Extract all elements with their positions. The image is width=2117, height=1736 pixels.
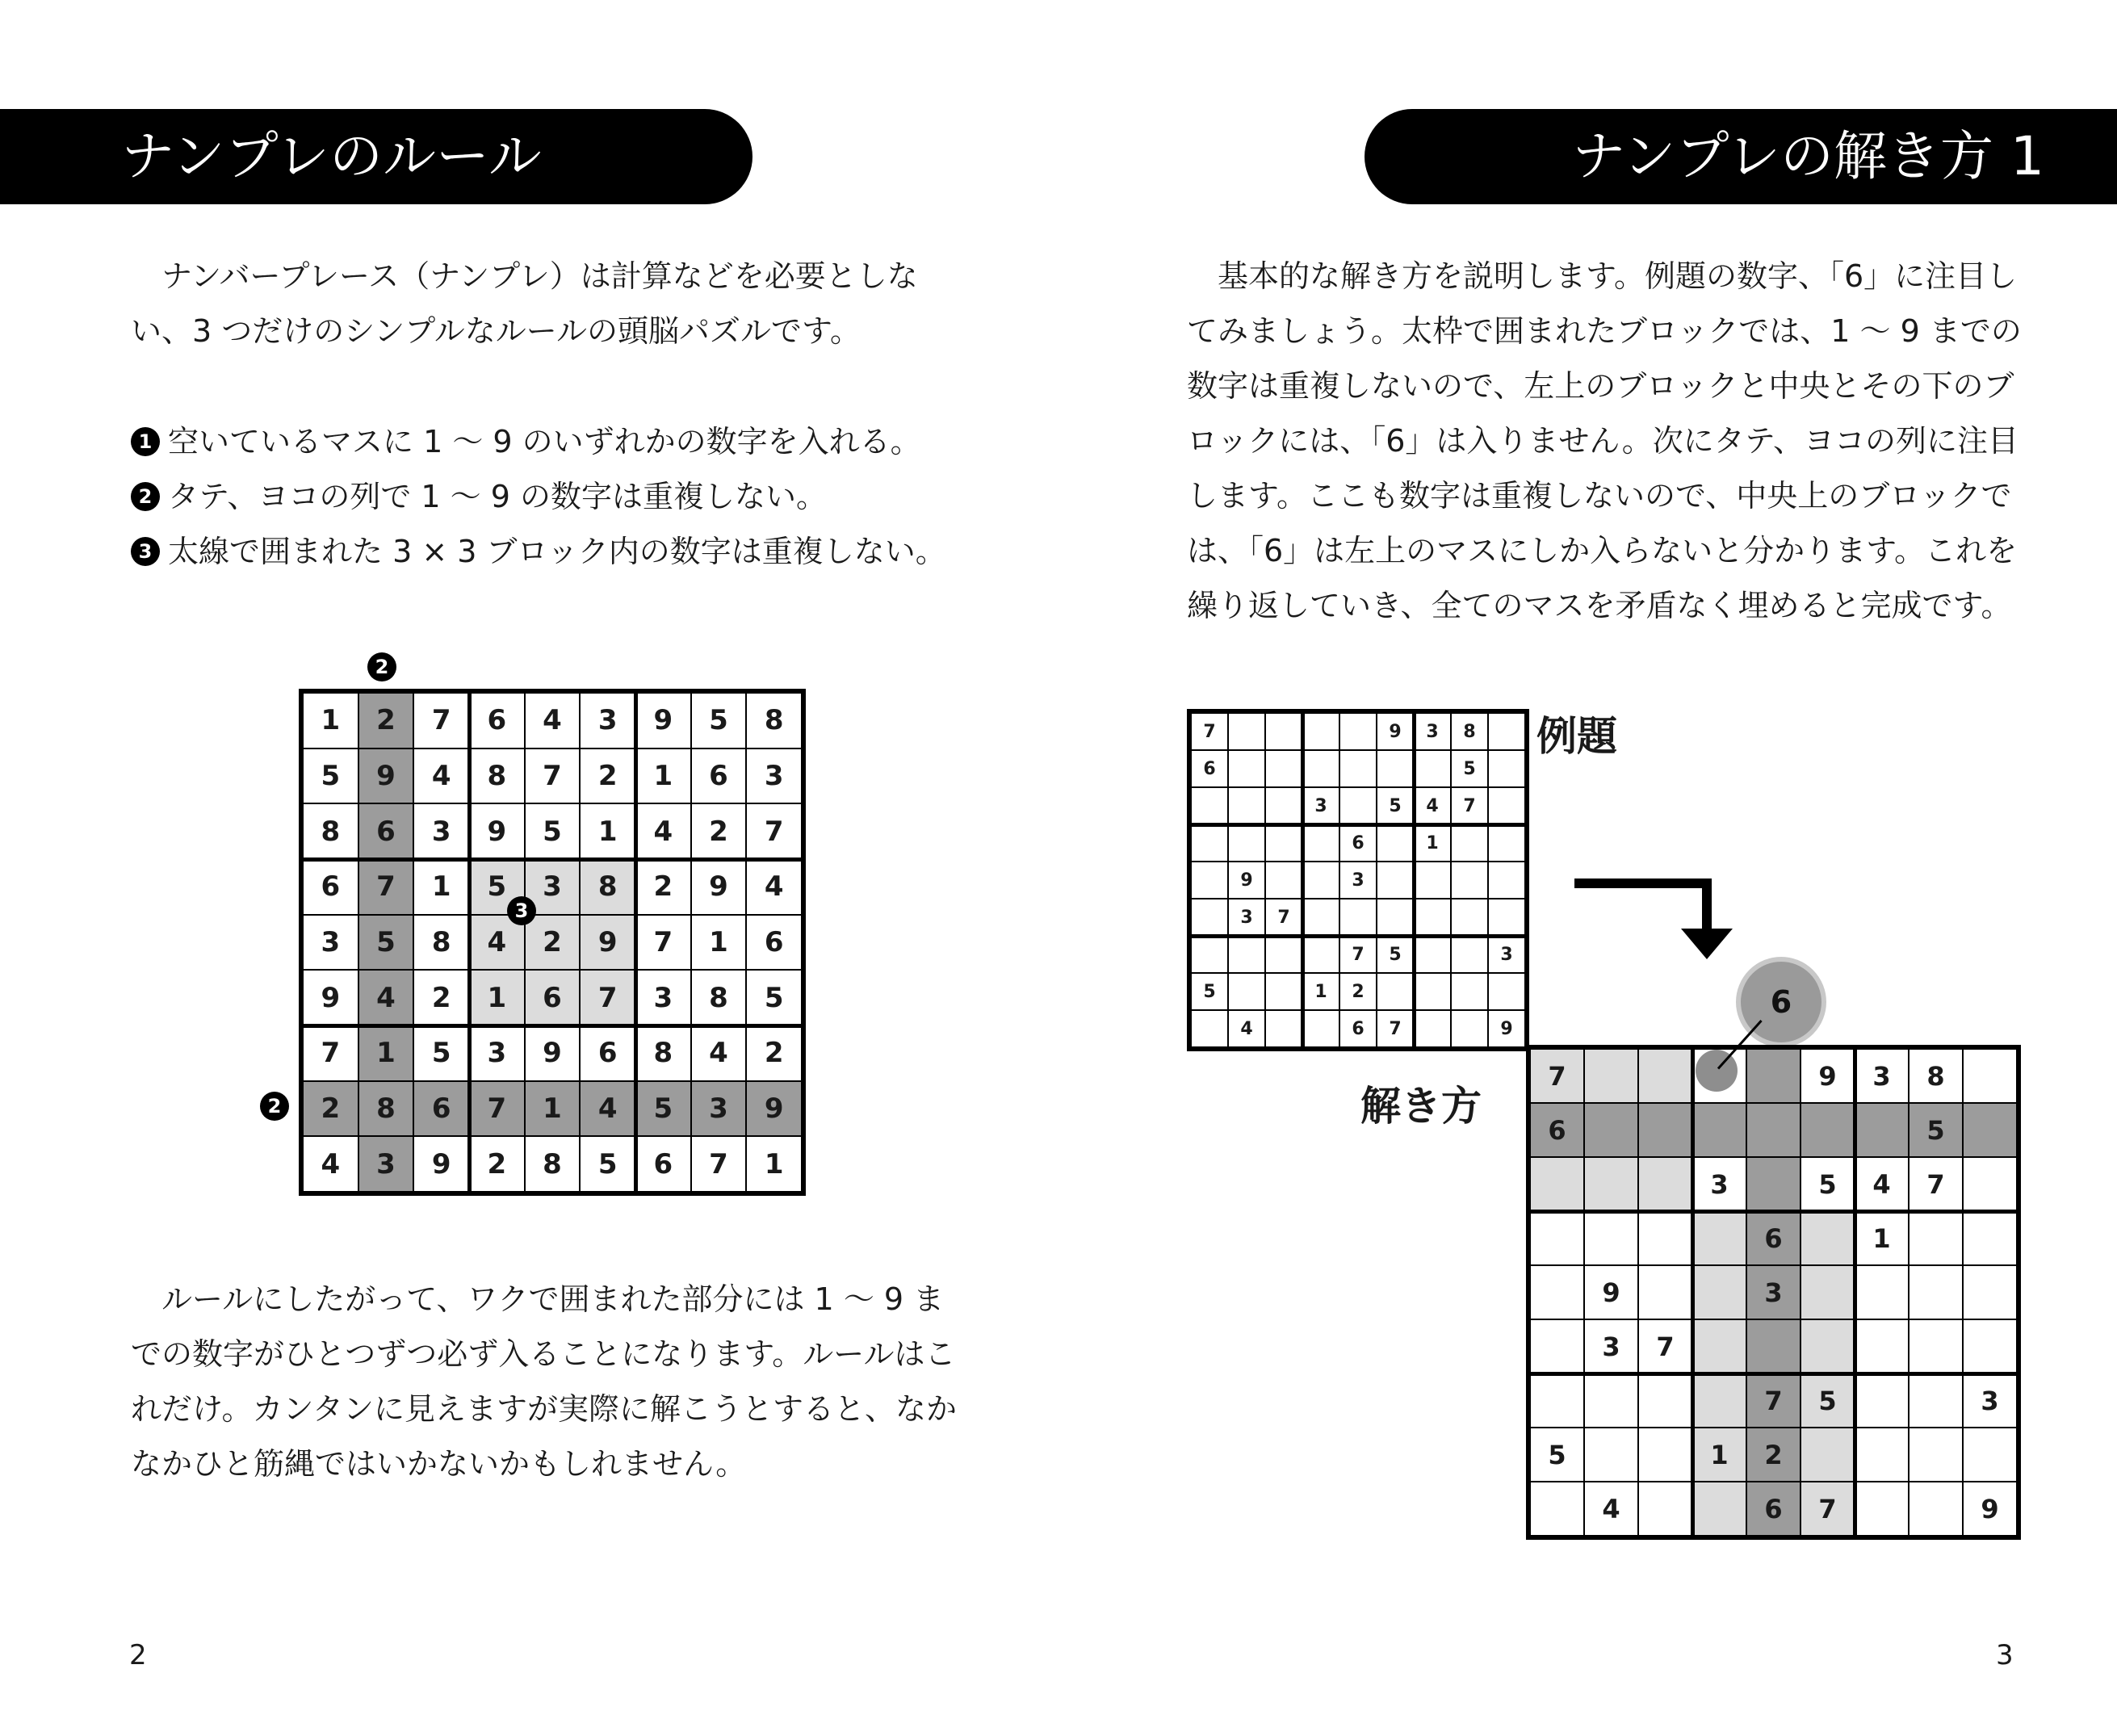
solution-block-divider: [634, 693, 638, 1192]
method-cell: [1692, 1211, 1746, 1265]
solution-cell: 6: [691, 748, 747, 804]
method-cell: 7: [1746, 1373, 1800, 1428]
example-cell: [1302, 824, 1339, 862]
solution-cell: 7: [303, 1025, 358, 1081]
method-cell: 5: [1530, 1428, 1584, 1482]
method-cell: [1963, 1157, 2017, 1211]
method-cell: [1530, 1265, 1584, 1319]
solution-cell: 3: [580, 693, 635, 748]
example-cell: [1339, 787, 1377, 824]
solution-cell: 4: [691, 1025, 747, 1081]
solution-cell: 3: [746, 748, 802, 804]
example-cell: [1414, 862, 1451, 899]
example-cell: [1451, 973, 1488, 1010]
solution-cell: 1: [413, 859, 469, 915]
method-cell: [1638, 1373, 1692, 1428]
solution-grid: [299, 689, 806, 1196]
example-cell: [1339, 750, 1377, 787]
solution-cell: 4: [469, 915, 525, 971]
example-cell: [1488, 787, 1525, 824]
method-grid: [1526, 1045, 2021, 1540]
method-cell: [1638, 1049, 1692, 1103]
example-cell: [1302, 862, 1339, 899]
rule-item-3: [131, 524, 946, 579]
method-cell: [1855, 1428, 1909, 1482]
method-cell: [1584, 1049, 1638, 1103]
example-cell: 4: [1228, 1010, 1265, 1047]
solution-cell: 6: [358, 803, 414, 859]
example-cell: 3: [1339, 862, 1377, 899]
method-cell: [1530, 1482, 1584, 1536]
method-cell: [1530, 1373, 1584, 1428]
method-cell: 7: [1909, 1157, 1963, 1211]
method-cell: 3: [1963, 1373, 2017, 1428]
solution-cell: 4: [635, 803, 691, 859]
solution-cell: 4: [525, 693, 581, 748]
solution-cell: 5: [413, 1025, 469, 1081]
solution-cell: 7: [358, 859, 414, 915]
rule-1-badge: 1: [131, 427, 160, 456]
solution-cell: 1: [303, 693, 358, 748]
example-label: 例題: [1536, 713, 1617, 760]
conclusion-paragraph: ルールにしたがって、ワクで囲まれた部分には 1 〜 9 までの数字がひとつずつ必ず入ることになります。ルールはこれだけ。カンタンに見えますが実際に解こうとすると、なかなかひと筋縄ではいかないかもしれません。: [131, 1281, 957, 1482]
method-cell: [1530, 1157, 1584, 1211]
solution-cell: 9: [413, 1136, 469, 1192]
method-label: 解き方: [1360, 1083, 1482, 1130]
method-cell: [1692, 1103, 1746, 1157]
solution-cell: 7: [691, 1136, 747, 1192]
method-cell: [1584, 1103, 1638, 1157]
solution-cell: 3: [635, 970, 691, 1025]
example-cell: [1488, 862, 1525, 899]
method-cell: [1692, 1482, 1746, 1536]
example-cell: [1228, 936, 1265, 973]
method-cell: 1: [1692, 1428, 1746, 1482]
example-cell: [1191, 787, 1228, 824]
solution-cell: 1: [691, 915, 747, 971]
method-cell: 8: [1909, 1049, 1963, 1103]
solution-cell: 2: [413, 970, 469, 1025]
method-cell: [1963, 1265, 2017, 1319]
example-cell: [1414, 1010, 1451, 1047]
method-cell: [1800, 1319, 1855, 1373]
solution-cell: 7: [525, 748, 581, 804]
method-cell: [1800, 1265, 1855, 1319]
example-cell: [1488, 899, 1525, 936]
example-cell: [1265, 824, 1302, 862]
method-cell: 6: [1530, 1103, 1584, 1157]
solution-cell: 9: [746, 1081, 802, 1137]
solution-cell: 9: [358, 748, 414, 804]
solution-cell: 9: [580, 915, 635, 971]
column-marker-2: 2: [367, 652, 396, 681]
solution-cell: 1: [746, 1136, 802, 1192]
solution-cell: 3: [469, 1025, 525, 1081]
method-cell: 7: [1800, 1482, 1855, 1536]
solution-cell: 5: [746, 970, 802, 1025]
method-cell: [1638, 1428, 1692, 1482]
method-cell: [1963, 1319, 2017, 1373]
solution-block-divider: [467, 693, 472, 1192]
example-cell: 5: [1451, 750, 1488, 787]
solution-cell: 2: [635, 859, 691, 915]
example-cell: 6: [1191, 750, 1228, 787]
solution-cell: 1: [635, 748, 691, 804]
example-cell: 7: [1191, 713, 1228, 750]
solution-cell: 1: [525, 1081, 581, 1137]
example-cell: [1265, 750, 1302, 787]
solution-cell: 4: [358, 970, 414, 1025]
rule-2-badge: 2: [131, 482, 160, 511]
solution-cell: 3: [358, 1136, 414, 1192]
example-cell: [1191, 899, 1228, 936]
method-cell: [1855, 1319, 1909, 1373]
solution-cell: 5: [525, 803, 581, 859]
example-cell: [1339, 713, 1377, 750]
solution-cell: 9: [691, 859, 747, 915]
method-cell: 6: [1746, 1211, 1800, 1265]
example-cell: 3: [1302, 787, 1339, 824]
example-cell: [1451, 824, 1488, 862]
method-cell: [1855, 1265, 1909, 1319]
candidate-dot: [1696, 1050, 1738, 1092]
method-cell: 2: [1746, 1428, 1800, 1482]
solution-cell: 8: [525, 1136, 581, 1192]
solution-cell: 8: [303, 803, 358, 859]
example-cell: [1451, 936, 1488, 973]
example-cell: [1302, 1010, 1339, 1047]
solution-cell: 9: [303, 970, 358, 1025]
example-cell: 5: [1377, 936, 1414, 973]
method-cell: [1800, 1103, 1855, 1157]
rule-item-2: [131, 469, 946, 524]
example-cell: [1377, 750, 1414, 787]
solution-cell: 5: [691, 693, 747, 748]
block-marker-3: 3: [507, 896, 536, 925]
method-cell: [1909, 1319, 1963, 1373]
solution-cell: 5: [580, 1136, 635, 1192]
example-cell: 3: [1414, 713, 1451, 750]
example-cell: [1228, 787, 1265, 824]
example-cell: [1488, 750, 1525, 787]
solution-cell: 6: [525, 970, 581, 1025]
example-cell: [1191, 862, 1228, 899]
solution-cell: 7: [469, 1081, 525, 1137]
solution-cell: 4: [413, 748, 469, 804]
example-cell: [1265, 1010, 1302, 1047]
method-cell: [1584, 1157, 1638, 1211]
example-cell: [1265, 787, 1302, 824]
method-cell: [1638, 1103, 1692, 1157]
example-cell: [1488, 973, 1525, 1010]
left-page-title: ナンプレのルール: [121, 125, 542, 187]
right-title-banner: [1365, 109, 2117, 204]
example-cell: [1451, 899, 1488, 936]
method-cell: 9: [1584, 1265, 1638, 1319]
example-cell: [1451, 1010, 1488, 1047]
example-block-divider: [1191, 934, 1525, 938]
method-cell: 3: [1746, 1265, 1800, 1319]
solution-cell: 1: [469, 970, 525, 1025]
method-cell: 9: [1800, 1049, 1855, 1103]
page-number-right: 3: [1996, 1639, 2014, 1671]
solution-cell: 6: [635, 1136, 691, 1192]
solution-cell: 8: [746, 693, 802, 748]
solution-cell: 5: [635, 1081, 691, 1137]
arrow-head: [1681, 929, 1733, 959]
method-cell: [1909, 1482, 1963, 1536]
page-number-left: 2: [129, 1639, 147, 1671]
example-block-divider: [1412, 713, 1416, 1047]
method-cell: 3: [1855, 1049, 1909, 1103]
method-block-divider: [1530, 1210, 2017, 1214]
example-cell: 5: [1377, 787, 1414, 824]
solution-cell: 5: [469, 859, 525, 915]
example-cell: 1: [1302, 973, 1339, 1010]
method-cell: [1584, 1373, 1638, 1428]
method-cell: [1855, 1482, 1909, 1536]
solution-cell: 8: [358, 1081, 414, 1137]
method-cell: [1584, 1428, 1638, 1482]
example-cell: 7: [1265, 899, 1302, 936]
solution-cell: 3: [413, 803, 469, 859]
explanation-paragraph: 基本的な解き方を説明します。例題の数字、「6」に注目してみましょう。太枠で囲まれたブロックでは、1 〜 9 までの数字は重複しないので、左上のブロックと中央とその下のブロックには、「6」は入りません。次にタテ、ヨコの列に注目します。ここも数字は重複しないので、中央上のブロックでは、「6」は左上のマスにしか入らないと分かります。これを繰り返していき、全てのマスを矛盾なく埋めると完成です。: [1187, 258, 2022, 623]
method-cell: 5: [1800, 1157, 1855, 1211]
method-cell: [1855, 1373, 1909, 1428]
example-cell: 9: [1488, 1010, 1525, 1047]
arrow-vertical: [1702, 878, 1712, 931]
method-block-divider: [1853, 1049, 1857, 1536]
row-marker-2: 2: [260, 1092, 289, 1121]
solution-cell: 5: [303, 748, 358, 804]
arrow-horizontal: [1574, 878, 1712, 888]
method-cell: [1963, 1428, 2017, 1482]
solution-cell: 8: [469, 748, 525, 804]
example-cell: 9: [1377, 713, 1414, 750]
solution-cell: 7: [746, 803, 802, 859]
example-block-divider: [1301, 713, 1305, 1047]
solution-cell: 2: [303, 1081, 358, 1137]
solution-cell: 2: [746, 1025, 802, 1081]
rule-3-badge: 3: [131, 537, 160, 566]
method-cell: [1584, 1211, 1638, 1265]
rule-2-text: タテ、ヨコの列で 1 〜 9 の数字は重複しない。: [168, 479, 828, 514]
method-cell: [1909, 1211, 1963, 1265]
solution-cell: 3: [303, 915, 358, 971]
intro-paragraph: ナンバープレース（ナンプレ）は計算などを必要としない、3 つだけのシンプルなルールの頭脳パズルです。: [131, 258, 918, 349]
example-cell: [1228, 824, 1265, 862]
solution-cell: 8: [580, 859, 635, 915]
method-cell: 9: [1963, 1482, 2017, 1536]
method-cell: [1746, 1049, 1800, 1103]
solution-block-divider: [303, 1024, 802, 1028]
solution-cell: 5: [358, 915, 414, 971]
method-cell: [1963, 1211, 2017, 1265]
method-cell: 7: [1638, 1319, 1692, 1373]
solution-cell: 9: [525, 1025, 581, 1081]
example-cell: [1377, 824, 1414, 862]
solution-cell: 8: [691, 970, 747, 1025]
method-cell: [1800, 1211, 1855, 1265]
method-cell: 5: [1909, 1103, 1963, 1157]
example-cell: [1488, 824, 1525, 862]
solution-cell: 6: [303, 859, 358, 915]
solution-cell: 1: [580, 803, 635, 859]
method-cell: 7: [1530, 1049, 1584, 1103]
example-cell: [1265, 936, 1302, 973]
example-cell: [1191, 936, 1228, 973]
rule-1-text: 空いているマスに 1 〜 9 のいずれかの数字を入れる。: [168, 424, 921, 459]
method-cell: [1909, 1265, 1963, 1319]
solution-cell: 6: [746, 915, 802, 971]
example-cell: 1: [1414, 824, 1451, 862]
example-cell: 4: [1414, 787, 1451, 824]
solution-cell: 3: [691, 1081, 747, 1137]
method-block-divider: [1530, 1372, 2017, 1376]
example-cell: [1414, 936, 1451, 973]
method-cell: [1530, 1211, 1584, 1265]
solution-cell: 7: [580, 970, 635, 1025]
example-cell: [1265, 973, 1302, 1010]
example-cell: 3: [1488, 936, 1525, 973]
example-cell: 7: [1377, 1010, 1414, 1047]
method-cell: [1855, 1103, 1909, 1157]
rule-3-text: 太線で囲まれた 3 × 3 ブロック内の数字は重複しない。: [168, 534, 946, 569]
solution-cell: 4: [746, 859, 802, 915]
method-cell: 1: [1855, 1211, 1909, 1265]
method-cell: [1638, 1265, 1692, 1319]
example-cell: [1228, 973, 1265, 1010]
method-cell: [1909, 1428, 1963, 1482]
method-cell: [1746, 1157, 1800, 1211]
example-cell: 3: [1228, 899, 1265, 936]
example-cell: [1451, 862, 1488, 899]
method-cell: 4: [1584, 1482, 1638, 1536]
example-block-divider: [1191, 823, 1525, 827]
example-cell: [1191, 824, 1228, 862]
method-cell: [1692, 1373, 1746, 1428]
method-cell: [1638, 1211, 1692, 1265]
solution-cell: 2: [525, 915, 581, 971]
rules-list: [131, 414, 946, 579]
method-cell: 3: [1584, 1319, 1638, 1373]
example-cell: 6: [1339, 1010, 1377, 1047]
method-block-divider: [1691, 1049, 1695, 1536]
solution-cell: 2: [691, 803, 747, 859]
rule-item-1: [131, 414, 946, 469]
example-cell: [1302, 936, 1339, 973]
example-cell: [1302, 713, 1339, 750]
method-cell: [1692, 1319, 1746, 1373]
method-cell: 3: [1692, 1157, 1746, 1211]
method-cell: [1530, 1319, 1584, 1373]
method-cell: [1800, 1428, 1855, 1482]
solution-cell: 4: [303, 1136, 358, 1192]
left-title-banner: [0, 109, 752, 204]
solution-cell: 3: [525, 859, 581, 915]
method-cell: [1746, 1103, 1800, 1157]
example-cell: 5: [1191, 973, 1228, 1010]
method-cell: 6: [1746, 1482, 1800, 1536]
example-cell: 9: [1228, 862, 1265, 899]
solution-cell: 8: [413, 915, 469, 971]
example-cell: [1414, 750, 1451, 787]
solution-cell: 2: [469, 1136, 525, 1192]
solution-cell: 6: [580, 1025, 635, 1081]
method-cell: [1909, 1373, 1963, 1428]
solution-cell: 7: [413, 693, 469, 748]
example-cell: [1377, 973, 1414, 1010]
right-page-title: ナンプレの解き方 1: [1571, 125, 2044, 187]
example-puzzle-grid: [1187, 709, 1529, 1051]
example-cell: [1265, 713, 1302, 750]
example-cell: [1228, 750, 1265, 787]
example-cell: [1191, 1010, 1228, 1047]
example-cell: [1302, 750, 1339, 787]
solution-cell: 4: [580, 1081, 635, 1137]
solution-cell: 9: [635, 693, 691, 748]
solution-cell: 1: [358, 1025, 414, 1081]
example-cell: [1414, 899, 1451, 936]
method-cell: [1692, 1265, 1746, 1319]
solution-cell: 7: [635, 915, 691, 971]
method-cell: [1963, 1103, 2017, 1157]
example-cell: [1228, 713, 1265, 750]
example-cell: 8: [1451, 713, 1488, 750]
solution-cell: 2: [580, 748, 635, 804]
method-cell: [1638, 1482, 1692, 1536]
method-cell: [1963, 1049, 2017, 1103]
method-cell: 5: [1800, 1373, 1855, 1428]
example-cell: 7: [1451, 787, 1488, 824]
example-cell: 7: [1339, 936, 1377, 973]
method-cell: [1746, 1319, 1800, 1373]
solution-block-divider: [303, 858, 802, 862]
example-cell: [1488, 713, 1525, 750]
example-cell: [1302, 899, 1339, 936]
example-cell: [1339, 899, 1377, 936]
candidate-bubble: 6: [1736, 957, 1826, 1047]
example-cell: [1377, 899, 1414, 936]
solution-cell: 8: [635, 1025, 691, 1081]
solution-cell: 6: [469, 693, 525, 748]
example-cell: [1414, 973, 1451, 1010]
method-cell: [1638, 1157, 1692, 1211]
method-cell: 4: [1855, 1157, 1909, 1211]
example-cell: [1377, 862, 1414, 899]
solution-cell: 6: [413, 1081, 469, 1137]
solution-cell: 9: [469, 803, 525, 859]
example-cell: 2: [1339, 973, 1377, 1010]
solution-cell: 2: [358, 693, 414, 748]
example-cell: [1265, 862, 1302, 899]
example-cell: 6: [1339, 824, 1377, 862]
